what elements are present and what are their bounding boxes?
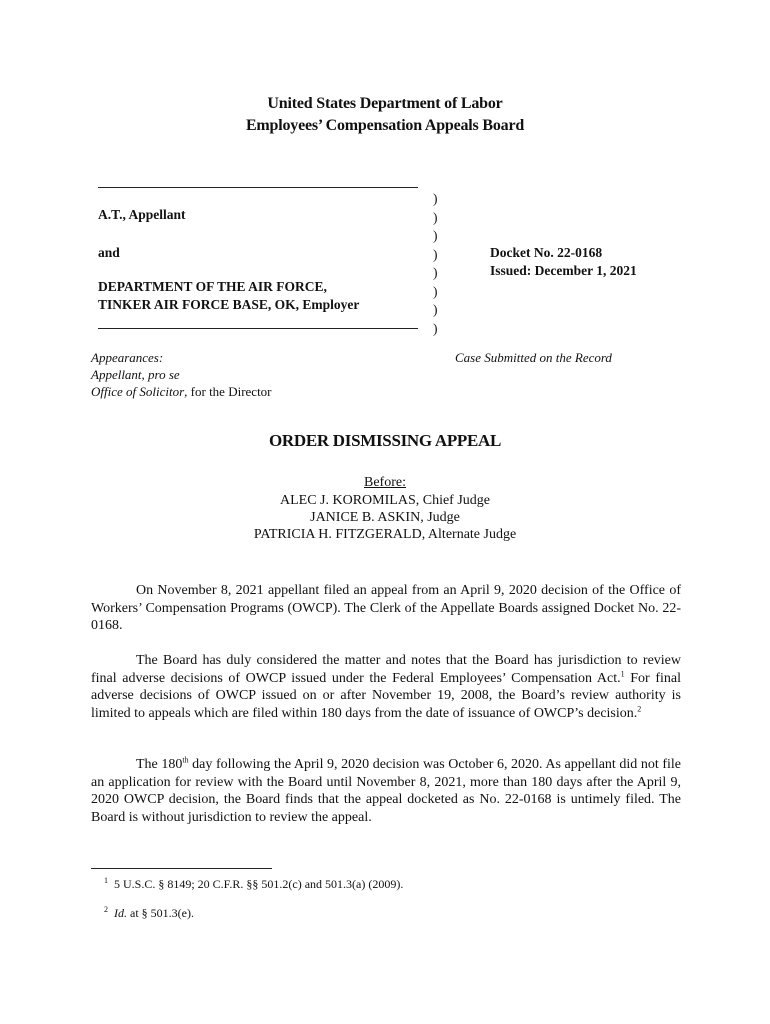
appellant-appearance: Appellant, pro se (91, 367, 180, 382)
paragraph-1 (91, 582, 681, 635)
footnote-2-number: 2 (104, 905, 108, 914)
footnote-1-number: 1 (104, 876, 108, 885)
solicitor-appearance (91, 384, 272, 400)
footnote-1-text: 5 U.S.C. § 8149; 20 C.F.R. §§ 501.2(c) and 501.3(a) (2009). (114, 877, 404, 891)
order-title: ORDER DISMISSING APPEAL (268, 431, 502, 450)
paragraph-2-text-a: The Board has duly considered the matter and notes that the Board has jurisdiction to review final adverse decisions of OWCP issued under the Federal Employees’ Compensation Act. (91, 653, 681, 686)
issued-date: Issued: December 1, 2021 (490, 263, 637, 278)
paragraph-1-text: On November 8, 2021 appellant filed an appeal from an April 9, 2020 decision of the Office of Workers’ Compensation Programs (OWCP). The Clerk of the Appellate Boards assigned Docket No. 22-0168. (91, 583, 681, 633)
paren: ) (433, 246, 438, 262)
solicitor-role: , for the Director (184, 384, 272, 399)
employer-line-2: TINKER AIR FORCE BASE, OK, Employer (98, 297, 360, 312)
footnote-ref-2[interactable]: 2 (637, 703, 642, 713)
footnote-ref-1[interactable]: 1 (620, 668, 625, 678)
appellant-name: A.T., Appellant (98, 207, 186, 222)
paren: ) (433, 302, 438, 317)
footnote-2-text: at § 501.3(e). (127, 906, 194, 920)
footnote-rule (91, 868, 272, 869)
paragraph-3-text-a: The 180 (136, 757, 183, 772)
footnote-1 (104, 877, 403, 892)
caption-parentheses (433, 190, 438, 338)
paragraph-2-text-b: For final adverse decisions of OWCP issued on or after November 19, 2008, the Board’s review authority is limited to appeals which are filed within 180 days from the date of issuance of OWCP’s decision. (91, 670, 682, 721)
solicitor-office: Office of Solicitor (91, 384, 185, 399)
footnote-2-id: Id. (114, 906, 127, 920)
caption-bottom-rule (98, 328, 418, 329)
paragraph-3 (91, 756, 681, 826)
paragraph-3-text-b: day following the April 9, 2020 decision was October 6, 2020. As appellant did not file an application for review with the Board until November 8, 2021, more than 180 days after the April 9, 2020 OWCP decision, the Board finds that the appeal docketed as No. 22-0168 is untimely filed. The Board is without jurisdiction to review the appeal. (91, 757, 682, 825)
appearances-label: Appearances: (91, 350, 164, 365)
employer-line-1: DEPARTMENT OF THE AIR FORCE, (98, 279, 327, 294)
paren: ) (433, 191, 438, 206)
footnote-2 (104, 906, 194, 921)
docket-number: Docket No. 22-0168 (490, 245, 603, 260)
paren: ) (433, 209, 438, 225)
agency-name: United States Department of Labor (267, 95, 503, 112)
before-text: Before: (364, 475, 406, 490)
paren: ) (433, 320, 438, 336)
paren: ) (433, 283, 438, 299)
case-submitted: Case Submitted on the Record (455, 350, 612, 365)
judge-1: ALEC J. KOROMILAS, Chief Judge (280, 493, 490, 508)
caption-top-rule (98, 187, 418, 188)
board-name: Employees’ Compensation Appeals Board (245, 117, 525, 134)
paren: ) (433, 265, 438, 280)
caption-and: and (98, 245, 120, 260)
judge-2: JANICE B. ASKIN, Judge (310, 510, 460, 525)
ordinal-suffix: th (182, 755, 189, 765)
paragraph-2 (91, 652, 681, 722)
paren: ) (433, 228, 438, 243)
before-label (0, 475, 770, 491)
judge-3: PATRICIA H. FITZGERALD, Alternate Judge (253, 527, 517, 542)
